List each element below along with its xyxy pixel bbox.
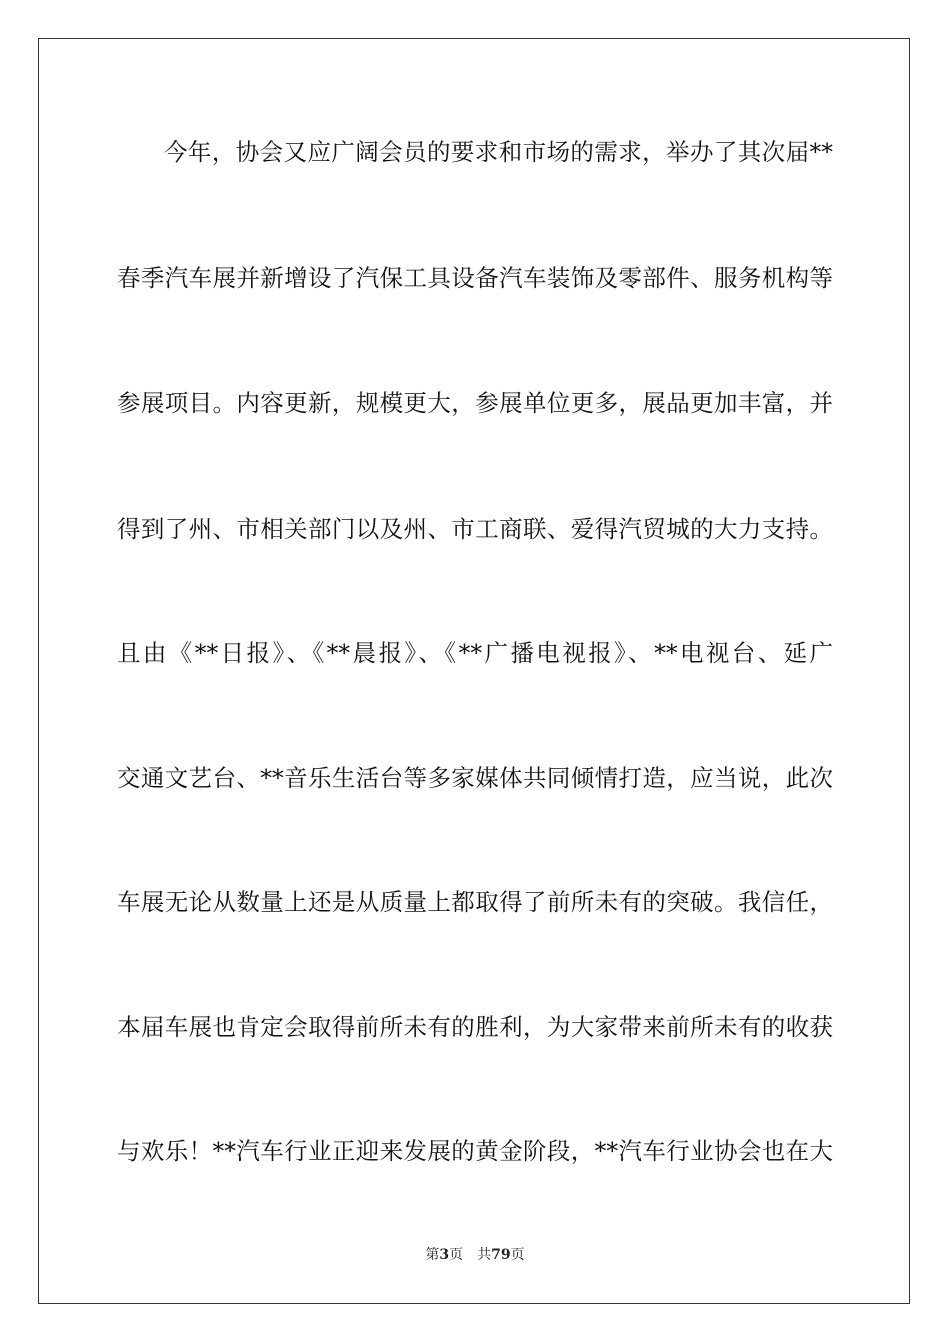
paragraph-line: 交通文艺台、**音乐生活台等多家媒体共同倾情打造，应当说，此次: [117, 764, 833, 792]
page-suffix: 页: [449, 1247, 464, 1263]
total-prefix: 共: [477, 1247, 492, 1263]
page-prefix: 第: [425, 1247, 440, 1263]
paragraph-line: 今年，协会又应广阔会员的要求和市场的需求，举办了其次届**: [164, 138, 833, 166]
paragraph-line: 与欢乐！**汽车行业正迎来发展的黄金阶段，**汽车行业协会也在大: [117, 1137, 833, 1165]
paragraph-line: 且由《**日报》、《**晨报》、《**广播电视报》、**电视台、延广: [117, 639, 833, 667]
paragraph-line: 春季汽车展并新增设了汽保工具设备汽车装饰及零部件、服务机构等: [117, 264, 833, 292]
paragraph-line: 车展无论从数量上还是从质量上都取得了前所未有的突破。我信任，: [117, 888, 833, 916]
page-footer: [0, 1245, 950, 1265]
total-pages: 79: [491, 1247, 511, 1263]
page-border: [38, 38, 910, 1304]
page-number: 3: [439, 1247, 450, 1263]
paragraph-line: 本届车展也肯定会取得前所未有的胜利，为大家带来前所未有的收获: [117, 1013, 833, 1041]
paragraph-line: 得到了州、市相关部门以及州、市工商联、爱得汽贸城的大力支持。: [117, 515, 833, 543]
total-suffix: 页: [510, 1247, 525, 1263]
paragraph-line: 参展项目。内容更新，规模更大，参展单位更多，展品更加丰富，并: [117, 389, 833, 417]
